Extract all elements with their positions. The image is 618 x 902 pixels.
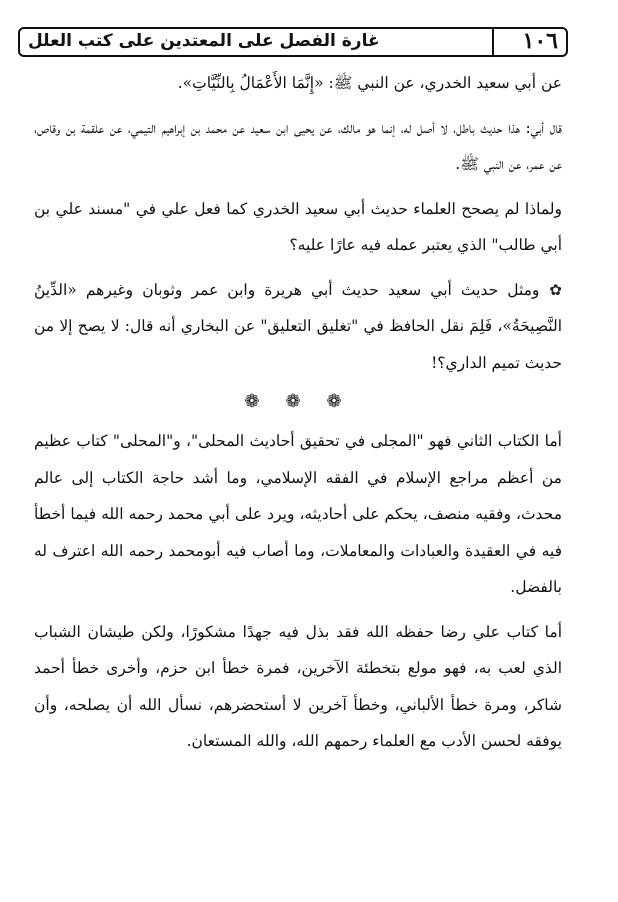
flower-icon: ✿ [549, 280, 562, 299]
page-body [34, 65, 562, 760]
paragraph-gap [34, 264, 562, 272]
page-number-box [492, 27, 566, 57]
section-divider [34, 381, 562, 423]
paragraph-gap [34, 183, 562, 191]
flower-ornament-icon: ❁ [326, 391, 352, 412]
paragraph-4-text: ومثل حديث أبي سعيد حديث أبي هريرة وابن عمر وثوبان وغيرهم «الدِّينُ النَّصِيحَةُ»، فَلِمَ نقل الحافظ في "تغليق التعليق" عن البخاري أنه قال: لا يصح إلا من حديث تميم الداري؟! [34, 280, 562, 372]
header-title: غارة الفصل على المعتدين على كتب العلل [28, 31, 380, 51]
flower-ornament-icon: ❁ [244, 391, 270, 412]
paragraph-1: عن أبي سعيد الخدري، عن النبي ﷺ: «إِنَّمَا الأَعْمَالُ بِالنِّيَّاتِ». [177, 74, 562, 92]
flower-ornament-icon: ❁ [285, 391, 311, 412]
paragraph-gap [34, 102, 562, 110]
paragraph-5: أما الكتاب الثاني فهو "المجلى في تحقيق أحاديث المحلى"، و"المحلى" كتاب عظيم من أعظم مراجع الإسلام في الفقه الإسلامي، وما أشد حاجة الكتاب إلى عالم محدث، وفقيه منصف، يحكم على أحاديثه، ويرد على أبي محمد رحمه الله فيما أخطأ فيه في العقيدة والعبادات والمعاملات، وما أصاب فيه أبومحمد رحمه الله اعترف له بالفضل. [34, 432, 562, 596]
paragraph-6: أما كتاب علي رضا حفظه الله فقد بذل فيه جهدًا مشكورًا، ولكن طيشان الشباب الذي لعب به، فهو مولع بتخطئة الآخرين، فمرة خطأ ابن حزم، وأخرى خطأ أحمد شاكر، ومرة خطأ الألباني، وخطأ آخرين لا أستحضرهم، نسأل الله أن يصلحه، وأن يوفقه لحسن الأدب مع العلماء رحمهم الله، والله المستعان. [34, 622, 562, 750]
page-number: ١٠٦ [522, 28, 558, 54]
paragraph-3: ولماذا لم يصحح العلماء حديث أبي سعيد الخدري كما فعل علي في "مسند علي بن أبي طالب" الذي يعتبر عمله فيه عارًا عليه؟ [34, 199, 562, 254]
paragraph-4 [34, 272, 562, 382]
paragraph-2: قال أبي: هذا حديث باطل، لا أصل له، إنما هو مالك، عن يحيى ابن سعيد عن محمد بن إبراهيم التيمي، عن علقمة بن وقاص، عن عمر، عن النبي ﷺ. [34, 118, 562, 173]
paragraph-gap [34, 606, 562, 614]
page-header [18, 27, 568, 57]
